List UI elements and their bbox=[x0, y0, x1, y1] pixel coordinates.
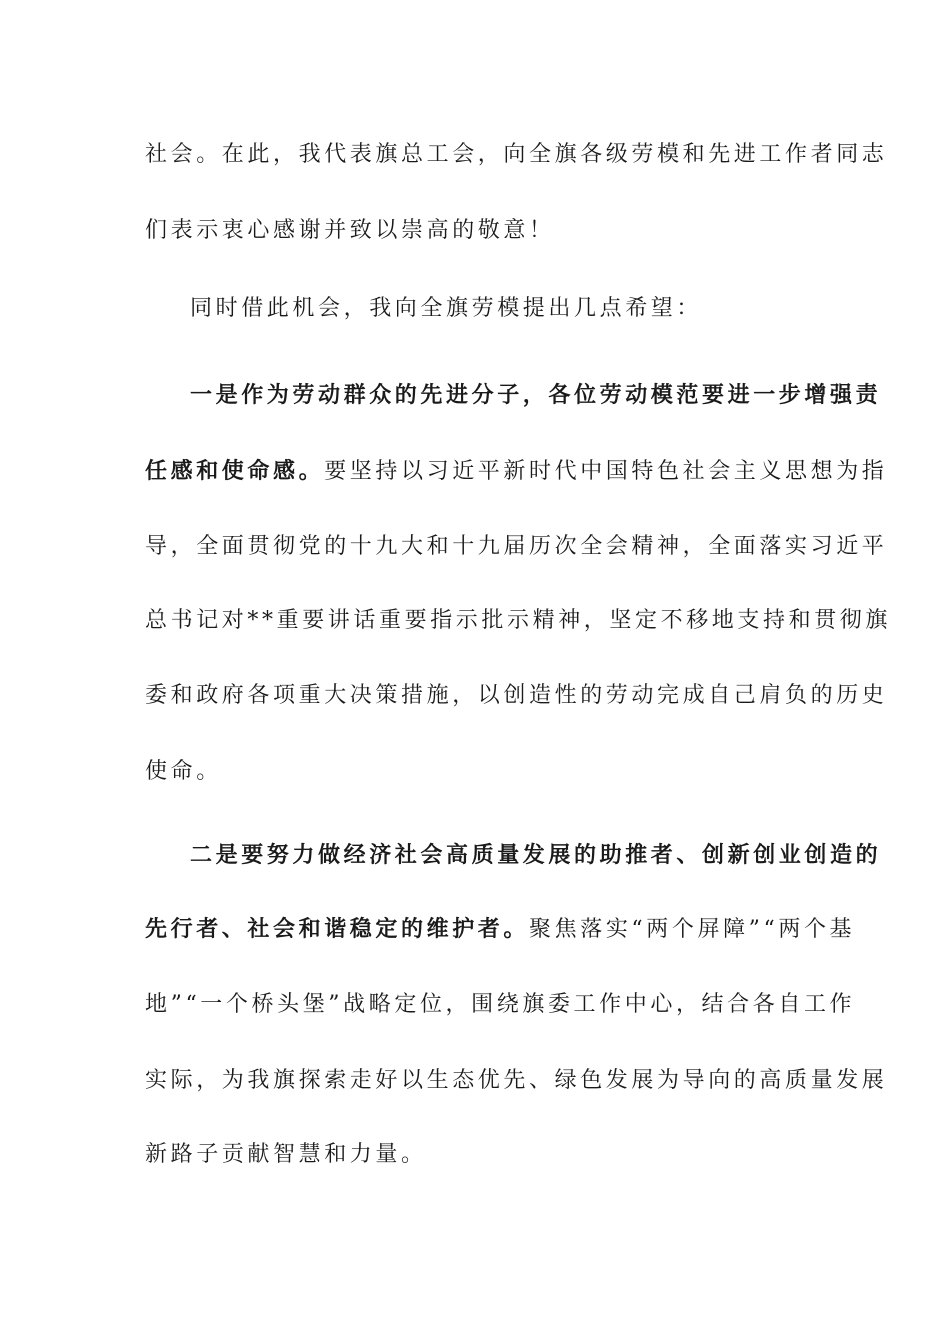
paragraph-3-line-5 bbox=[145, 683, 888, 709]
paragraph-1-line-1 bbox=[145, 142, 888, 168]
paragraph-3-line-4 bbox=[145, 608, 892, 634]
paragraph-2-line-1 bbox=[190, 296, 805, 322]
paragraph-4-line-2 bbox=[145, 916, 856, 943]
text-segment: 地”“一个桥头堡”战略定位，围绕旗委工作中心，结合各自工作 bbox=[145, 992, 856, 1017]
paragraph-3-line-1 bbox=[190, 382, 882, 409]
paragraph-1-line-2 bbox=[145, 218, 805, 244]
text-segment: 总书记对**重要讲话重要指示批示精神，坚定不移地支持和贯彻旗 bbox=[145, 608, 892, 633]
paragraph-4-line-5 bbox=[145, 1142, 805, 1168]
paragraph-3-line-3 bbox=[145, 534, 888, 560]
bold-heading-segment: 一是作为劳动群众的先进分子，各位劳动模范要进一步增强责 bbox=[190, 382, 882, 408]
paragraph-4-line-3 bbox=[145, 992, 856, 1018]
text-segment: 们表示衷心感谢并致以崇高的敬意！ bbox=[145, 218, 555, 243]
bold-heading-segment: 任感和使命感。 bbox=[145, 458, 325, 484]
text-segment: 新路子贡献智慧和力量。 bbox=[145, 1142, 427, 1167]
text-segment: 要坚持以习近平新时代中国特色社会主义思想为指 bbox=[324, 459, 888, 484]
paragraph-3-line-2 bbox=[145, 458, 888, 485]
text-segment: 实际，为我旗探索走好以生态优先、绿色发展为导向的高质量发展 bbox=[145, 1068, 888, 1093]
paragraph-4-line-1 bbox=[190, 842, 882, 869]
bold-heading-segment: 二是要努力做经济社会高质量发展的助推者、创新创业创造的 bbox=[190, 842, 882, 868]
text-segment: 使命。 bbox=[145, 759, 222, 784]
text-segment: 委和政府各项重大决策措施，以创造性的劳动完成自己肩负的历史 bbox=[145, 683, 888, 708]
text-segment: 聚焦落实“两个屏障”“两个基 bbox=[529, 917, 856, 942]
text-segment: 导，全面贯彻党的十九大和十九届历次全会精神，全面落实习近平 bbox=[145, 534, 888, 559]
text-segment: 同时借此机会，我向全旗劳模提出几点希望： bbox=[190, 296, 703, 321]
text-segment: 社会。在此，我代表旗总工会，向全旗各级劳模和先进工作者同志 bbox=[145, 142, 888, 167]
paragraph-3-line-6 bbox=[145, 759, 805, 785]
bold-heading-segment: 先行者、社会和谐稳定的维护者。 bbox=[145, 916, 530, 942]
paragraph-4-line-4 bbox=[145, 1068, 888, 1094]
